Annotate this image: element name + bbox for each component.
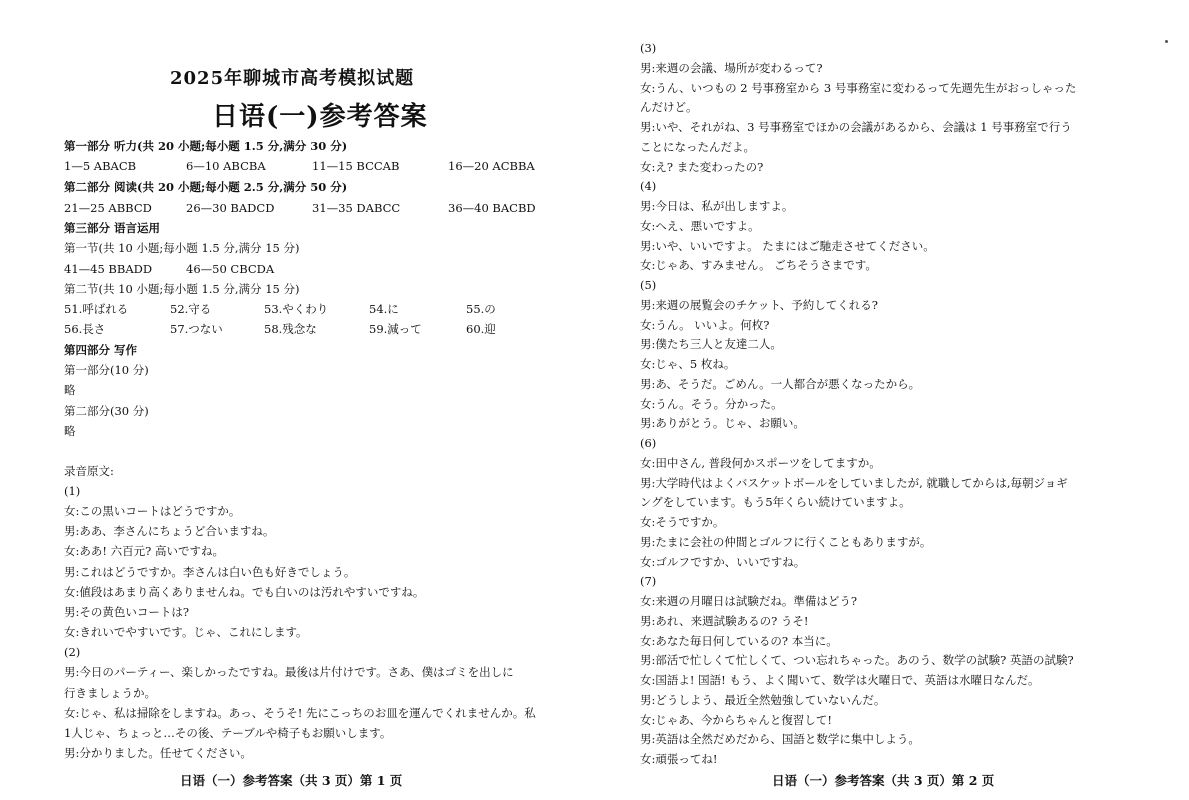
answer-group: 11—15 BCCAB	[312, 159, 400, 173]
transcript-line: 女:へえ、悪いですよ。	[640, 218, 760, 233]
fill-answer: 54.に	[369, 302, 399, 316]
fill-answer: 55.の	[466, 302, 496, 316]
transcript-line: (2)	[64, 645, 81, 660]
part1-header: 第一部分 听力(共 20 小题;每小题 1.5 分,满分 30 分)	[64, 139, 348, 153]
fill-answer: 59.減って	[369, 322, 422, 336]
transcript-line: 女:値段はあまり高くありませんね。でも白いのは汚れやすいですね。	[64, 584, 425, 599]
transcript-line: 男:これはどうですか。李さんは白い色も好きでしょう。	[64, 564, 356, 579]
page-footer: 日语（一）参考答案（共 3 页）第 1 页	[180, 773, 403, 788]
transcript-line: 女:じゃ、5 枚ね。	[640, 357, 736, 371]
part4-section2: 第二部分(30 分)	[64, 404, 149, 418]
transcript-line: 女:この黒いコートはどうですか。	[64, 504, 241, 519]
fill-answer: 51.呼ばれる	[64, 302, 129, 316]
transcript-line: 男:いや、それがね、3 号事務室でほかの会議があるから、会議は 1 号事務室で行う	[640, 120, 1072, 134]
answer-group: 1—5 ABACB	[64, 159, 137, 173]
fill-answer: 57.つない	[170, 322, 223, 336]
answer-group: 41—45 BBADD	[64, 262, 153, 276]
transcript-line: 女:そうですか。	[640, 515, 725, 529]
transcript-line: 男:ああ、李さんにちょうど合いますね。	[64, 524, 275, 539]
answer-group: 31—35 DABCC	[312, 201, 401, 215]
transcript-line: (4)	[640, 179, 657, 194]
transcript-line: 男:分かりました。任せてください。	[64, 745, 252, 760]
transcript-line: 男:今日のパーティー、楽しかったですね。最後は片付けです。さあ、僕はゴミを出しに	[64, 665, 514, 680]
transcript-line: (3)	[640, 41, 657, 55]
transcript-line: 男:いや、いいですよ。 たまにはご馳走させてください。	[640, 238, 935, 253]
answer-group: 26—30 BADCD	[186, 201, 275, 215]
fill-answer: 56.長さ	[64, 322, 106, 336]
transcript-line: 女:うん、いつもの 2 号事務室から 3 号事務室に変わるって先週先生がおっしゃった	[640, 80, 1077, 95]
part3-section1-header: 第一节(共 10 小题;每小题 1.5 分,满分 15 分)	[64, 241, 300, 255]
part3-section2-header: 第二节(共 10 小题;每小题 1.5 分,满分 15 分)	[64, 282, 300, 296]
transcript-line: 女:田中さん, 普段何かスポーツをしてますか。	[640, 455, 881, 470]
transcript-line: 1人じゃ、ちょっと…その後、テーブルや椅子もお願いします。	[64, 725, 392, 740]
transcript-line: 男:僕たち三人と友達二人。	[640, 337, 782, 352]
answer-group: 16—20 ACBBA	[448, 159, 535, 173]
transcript-line: 男:部活で忙しくて忙しくて、つい忘れちゃった。あのう、数学の試験? 英語の試験?	[640, 653, 1074, 668]
transcript-line: 男:英語は全然だめだから、国語と数学に集中しよう。	[640, 732, 920, 747]
fill-answer: 52.守る	[170, 302, 212, 316]
transcript-line: 女:来週の月曜日は試験だね。準備はどう?	[640, 594, 858, 608]
transcript-line: ングをしています。もう5年くらい続けていますよ。	[640, 495, 911, 510]
answer-group: 6—10 ABCBA	[186, 159, 266, 173]
transcript-line: 女:国語よ! 国語! もう、よく聞いて、数学は火曜日で、英語は水曜日なんだ。	[640, 673, 1040, 687]
transcript-line: 男:あれ、来週試験あるの? うそ!	[640, 613, 809, 628]
transcript-line: 女:ああ! 六百元? 高いですね。	[64, 544, 224, 559]
transcript-line: 女:じゃあ、すみません。 ごちそうさまです。	[640, 258, 877, 273]
answer-group: 36—40 BACBD	[448, 201, 536, 215]
transcript-line: 女:あなた毎日何しているの? 本当に。	[640, 633, 838, 648]
transcript-line: (5)	[640, 278, 657, 292]
transcript-line: 男:大学時代はよくバスケットボールをしていましたが, 就職してからは,毎朝ジョギ	[640, 475, 1068, 490]
transcript-line: 女:頑張ってね!	[640, 752, 718, 766]
part4-header: 第四部分 写作	[64, 343, 138, 357]
page-footer: 日语（一）参考答案（共 3 页）第 2 页	[772, 773, 995, 788]
transcript-line: (7)	[640, 574, 657, 589]
transcript-line: (1)	[64, 484, 81, 498]
transcript-line: (6)	[640, 436, 657, 450]
transcript-line: 男:今日は、私が出しますよ。	[640, 199, 794, 213]
transcript-line: んだけど。	[640, 100, 698, 115]
part4-section1-answer: 略	[64, 383, 76, 397]
transcript-line: 男:どうしよう、最近全然勉強していないんだ。	[640, 692, 886, 707]
answer-page-2	[600, 0, 1189, 800]
transcript-line: 女:じゃ、私は掃除をしますね。あっ、そうそ! 先にこっちのお皿を運んでくれませんか。私	[64, 705, 536, 720]
transcript-line: 男:来週の会議、場所が変わるって?	[640, 60, 823, 75]
part2-header: 第二部分 阅读(共 20 小题;每小题 2.5 分,满分 50 分)	[64, 180, 348, 194]
transcript-line: 男:たまに会社の仲間とゴルフに行くこともありますが。	[640, 534, 932, 549]
transcript-line: 女:え? また変わったの?	[640, 159, 764, 174]
transcript-line: 女:うん。そう。分かった。	[640, 396, 783, 411]
transcript-line: 女:きれいでやすいです。じゃ、これにします。	[64, 625, 308, 640]
main-title: 日语(一)参考答案	[212, 102, 428, 132]
transcript-line: 女:ゴルフですか、いいですね。	[640, 554, 806, 569]
answer-group: 21—25 ABBCD	[64, 201, 152, 215]
fill-answer: 58.残念な	[264, 322, 317, 336]
part3-header: 第三部分 语言运用	[64, 221, 161, 235]
fill-answer: 53.やくわり	[264, 302, 329, 316]
transcript-line: 女:じゃあ、今からちゃんと復習して!	[640, 712, 833, 727]
part4-section2-answer: 略	[64, 424, 76, 438]
fill-answer: 60.迎	[466, 322, 496, 336]
transcript-line: 男:その黄色いコートは?	[64, 604, 190, 619]
scan-speck	[1165, 40, 1168, 43]
transcript-line: 行きましょうか。	[64, 685, 156, 700]
answer-group: 46—50 CBCDA	[186, 262, 275, 276]
transcript-line: 男:あ、そうだ。ごめん。一人都合が悪くなったから。	[640, 376, 921, 391]
transcript-line: 男:来週の展覧会のチケット、予約してくれる?	[640, 297, 878, 312]
transcript-header: 录音原文:	[64, 464, 114, 478]
exam-title: 2025年聊城市高考模拟试题	[170, 68, 415, 89]
transcript-line: 女:うん。 いいよ。何枚?	[640, 317, 770, 332]
part4-section1: 第一部分(10 分)	[64, 363, 149, 377]
transcript-line: 男:ありがとう。じゃ、お願い。	[640, 416, 805, 431]
transcript-line: ことになったんだよ。	[640, 139, 755, 154]
